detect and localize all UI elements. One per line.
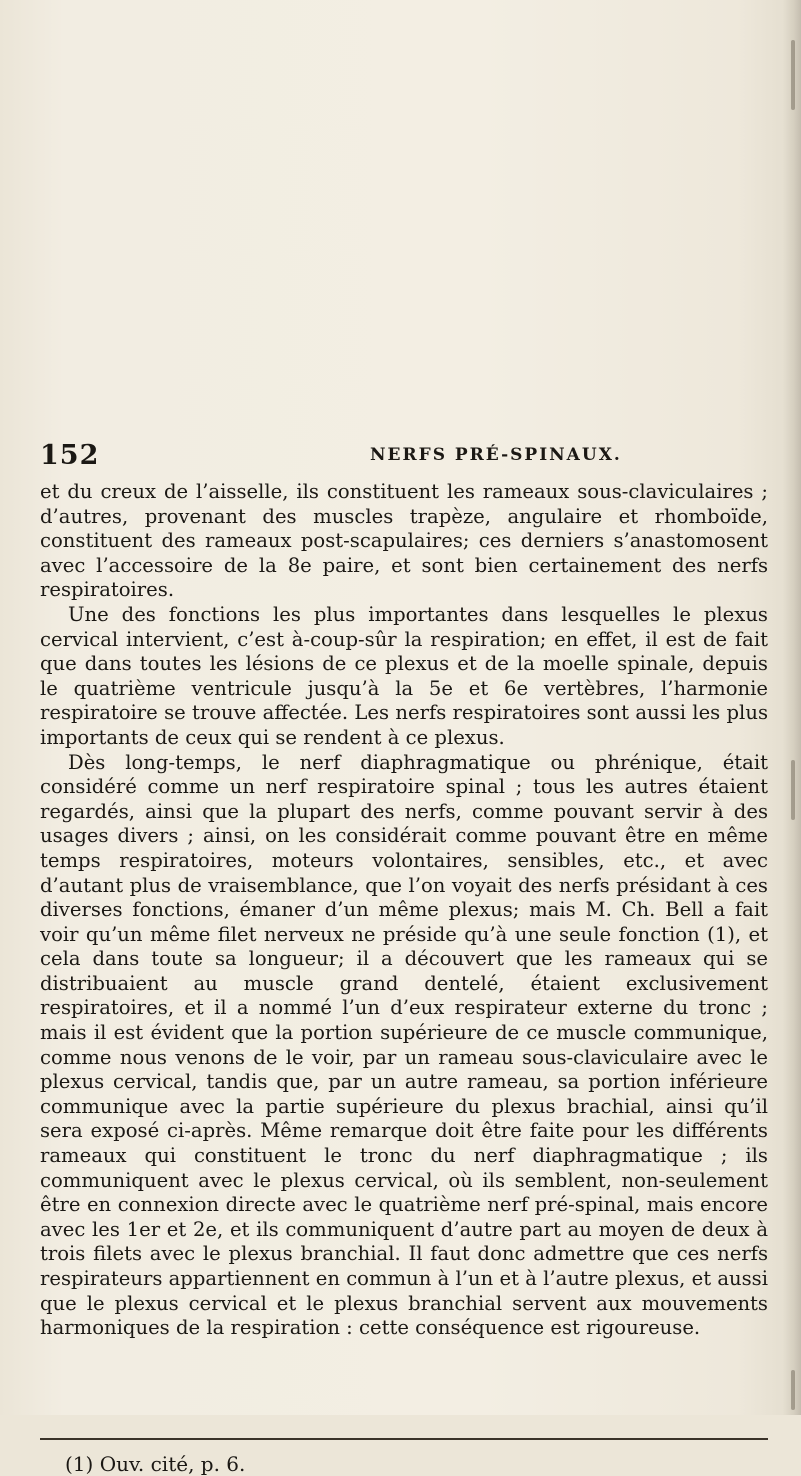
body-text (40, 480, 768, 1341)
paragraph: Une des fonctions les plus importantes dans lesquelles le plexus cervical intervient, c’est à-coup-sûr la respiration; en effet, il est de fait que dans toutes les lésions de ce plexus et de la moelle spinale, depuis le quatrième ventricule jusqu’à la 5e et 6e vertèbres, l’harmonie respiratoire se trouve affectée. Les nerfs respiratoires sont aussi les plus importants de ceux qui se rendent à ce plexus. (40, 602, 768, 749)
edge-mark (791, 760, 795, 820)
paragraph: Dès long-temps, le nerf diaphragmatique ou phrénique, était considéré comme un nerf respiratoire spinal ; tous les autres étaient regardés, ainsi que la plupart des nerfs, comme pouvant servir à des usages divers ; ainsi, on les considérait comme pouvant être en même temps respiratoires, moteurs volontaires, sensibles, etc., et avec d’autant plus de vraisemblance, que l’on voyait des nerfs présidant à ces diverses fonctions, émaner d’un même plexus; mais M. Ch. Bell a fait voir qu’un même filet nerveux ne préside qu’à une seule fonction (1), et cela dans toute sa longueur; il a découvert que les rameaux qui se distribuaient au muscle grand dentelé, étaient exclusivement respiratoires, et il a nommé l’un d’eux respirateur externe du tronc ; mais il est évident que la portion supérieure de ce muscle communique, comme nous venons de le voir, par un rameau sous-claviculaire avec le plexus cervical, tandis que, par un autre rameau, sa portion inférieure communique avec la partie supérieure du plexus brachial, ainsi qu’il sera exposé ci-après. Même remarque doit être faite pour les différents rameaux qui constituent le tronc du nerf diaphragmatique ; ils communiquent avec le plexus cervical, où ils semblent, non-seulement être en connexion directe avec le quatrième nerf pré-spinal, mais encore avec les 1er et 2e, et ils communiquent d’autre part au moyen de deux à trois filets avec le plexus branchial. Il faut donc admettre que ces nerfs respirateurs appartiennent en commun à l’un et à l’autre plexus, et aussi que le plexus cervical et le plexus branchial servent aux mouvements harmoniques de la respiration : cette conséquence est rigoureuse. (40, 750, 768, 1340)
page-edge-shadow (783, 0, 801, 1415)
edge-mark (791, 40, 795, 110)
footnote: (1) Ouv. cité, p. 6. (65, 1452, 246, 1476)
footnote-rule (40, 1438, 768, 1440)
paragraph: et du creux de l’aisselle, ils constituent les rameaux sous-claviculaires ; d’autres, provenant des muscles trapèze, angulaire et rhomboïde, constituent des rameaux post-scapulaires; ces derniers s’anastomosent avec l’accessoire de la 8e paire, et sont bien certainement des nerfs respiratoires. (40, 480, 768, 602)
page-number: 152 (40, 440, 100, 471)
page-header (40, 440, 768, 474)
edge-mark (791, 1370, 795, 1410)
running-head: NERFS PRÉ-SPINAUX. (370, 445, 622, 465)
